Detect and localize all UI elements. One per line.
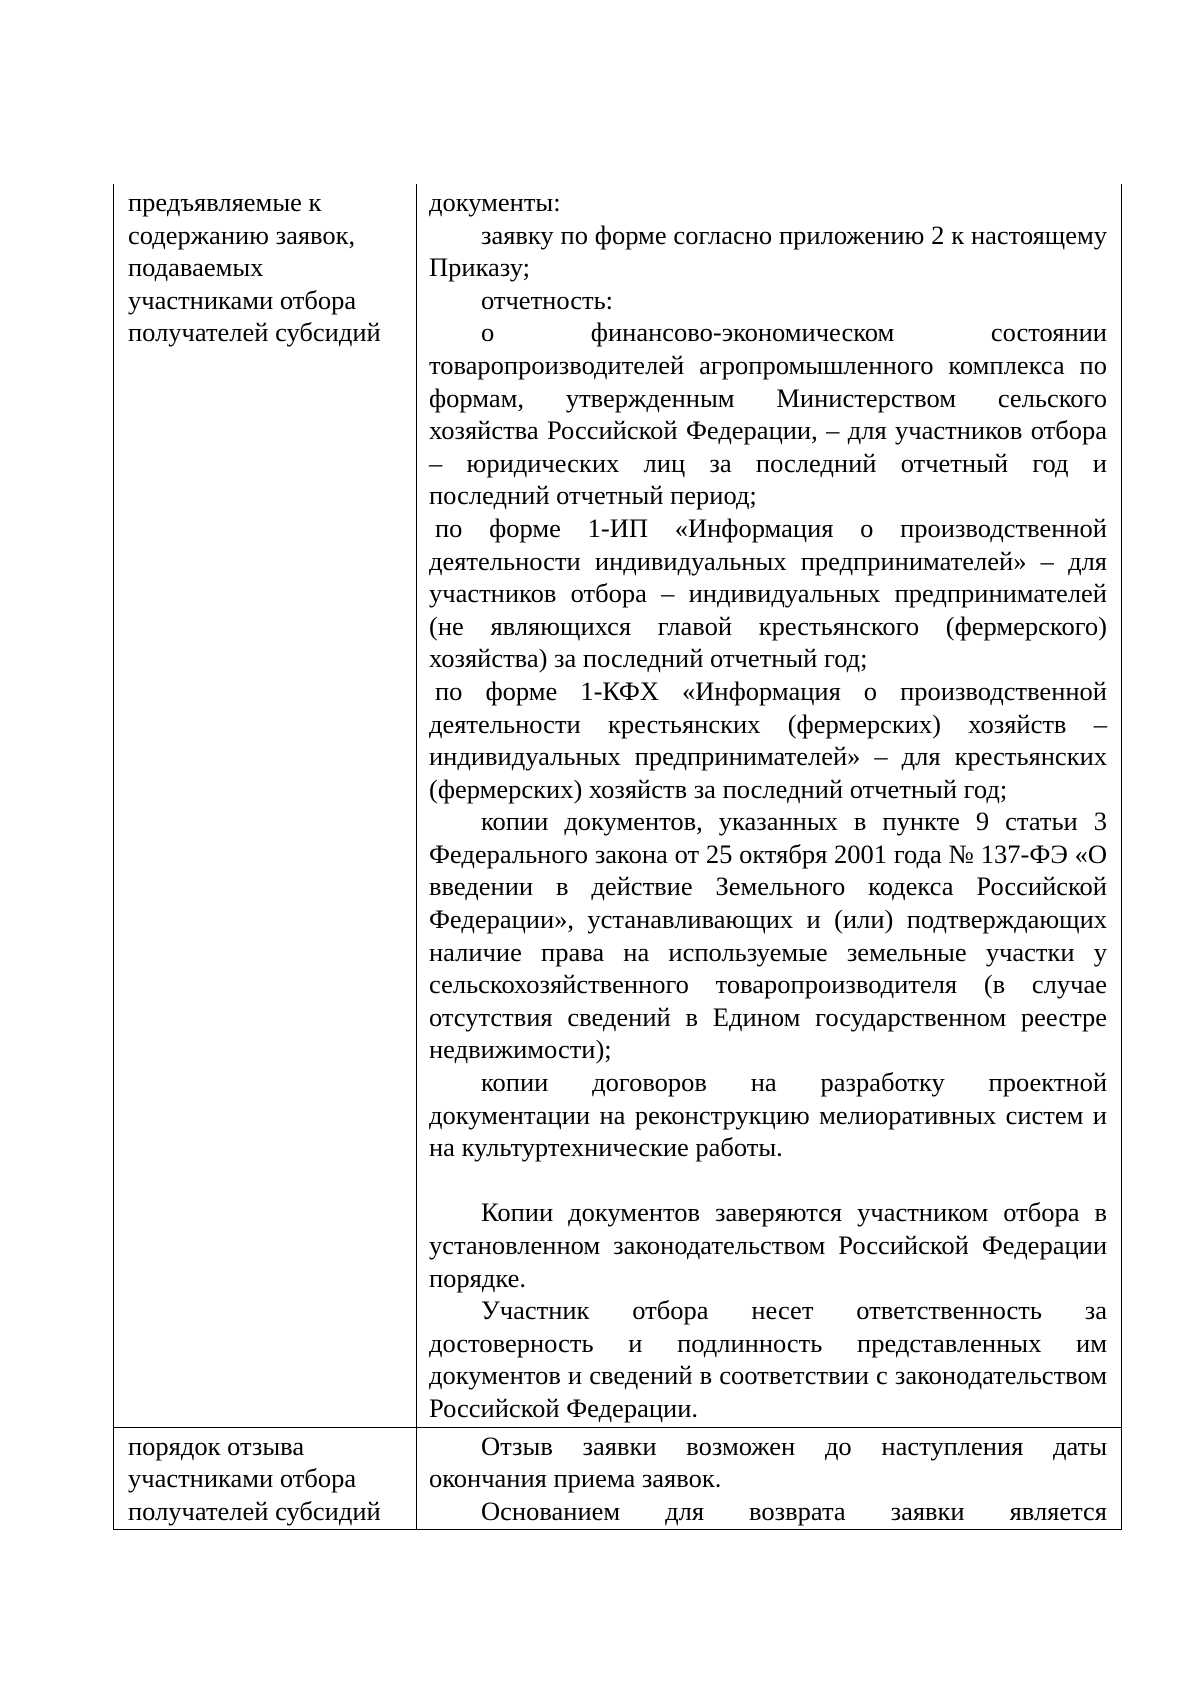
table-row (114, 1427, 1122, 1530)
label-line: получателей субсидий (128, 317, 381, 348)
paragraph: Основанием для возврата заявки является (481, 1495, 1107, 1526)
label-line: порядок отзыва (128, 1430, 305, 1461)
row-1-content-cell (417, 184, 1122, 1427)
paragraph: копии договоров на разработку проектной документации на реконструкцию мелиоративных систем и на культуртехнические работы. (429, 1067, 1107, 1163)
table-row (114, 184, 1122, 1427)
label-line: участниками отбора (128, 284, 357, 315)
paragraph: Отзыв заявки возможен до наступления даты окончания приема заявок. (429, 1430, 1107, 1494)
document-table (113, 184, 1122, 1530)
paragraph: по форме 1-КФХ «Информация о производственной деятельности крестьянских (фермерских) хозяйств – индивидуальных предпринимателей» – для крестьянских (фермерских) хозяйств за последний отчетный год; (429, 675, 1107, 804)
paragraph: отчетность: (481, 284, 614, 315)
label-line: предъявляемые к (128, 187, 322, 217)
label-line: получателей субсидий (128, 1495, 381, 1526)
label-line: подаваемых (128, 252, 264, 283)
label-line: содержанию заявок, (128, 219, 356, 250)
blank-line (429, 1164, 1107, 1197)
row-2-label-cell (114, 1427, 417, 1530)
paragraph: о финансово-экономическом состоянии товаропроизводителей агропромышленного комплекса по формам, утвержденным Министерством сельского хозяйства Российской Федерации, – для участников отбора – юридических лиц за последний отчетный год и последний отчетный период; (429, 317, 1107, 511)
paragraph: документы: (429, 187, 561, 217)
paragraph: Участник отбора несет ответственность за достоверность и подлинность представленных им документов и сведений в соответствии с законодательством Российской Федерации. (429, 1295, 1107, 1423)
paragraph: по форме 1-ИП «Информация о производственной деятельности индивидуальных предпринимателей» – для участников отбора – индивидуальных предпринимателей (не являющихся главой крестьянского (фермерского) хозяйства) за последний отчетный год; (429, 512, 1107, 674)
paragraph: копии документов, указанных в пункте 9 статьи 3 Федерального закона от 25 октября 2001 года № 137-ФЭ «О введении в действие Земельного кодекса Российской Федерации», устанавливающих и (или) подтверждающих наличие права на используемые земельные участки у сельскохозяйственного товаропроизводителя (в случае отсутствия сведений в Едином государственном реестре недвижимости); (429, 806, 1107, 1065)
row-2-content-cell (417, 1427, 1122, 1530)
paragraph: заявку по форме согласно приложению 2 к настоящему Приказу; (429, 219, 1107, 283)
row-1-label-cell (114, 184, 417, 1427)
label-line: участниками отбора (128, 1463, 357, 1494)
paragraph: Копии документов заверяются участником отбора в установленном законодательством Российской Федерации порядке. (429, 1197, 1107, 1293)
